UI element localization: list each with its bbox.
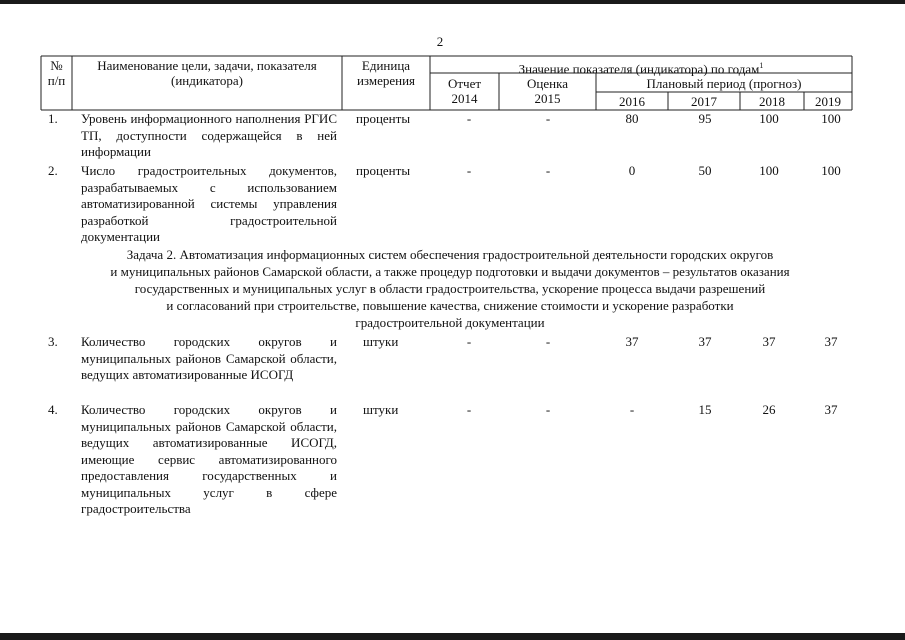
header-name: Наименование цели, задачи, показателя (индикатора) [97,58,317,88]
row-2-val-2017: 50 [698,163,712,178]
page-number: 2 [436,34,444,49]
row-4-val-2018: 26 [762,402,776,417]
row-4-unit: штуки [363,402,399,417]
task-2-line-3: государственных и муниципальных услуг в области градостроительства, ускорение процесса выдачи разрешений [134,281,766,296]
row-1-val-2019: 100 [821,111,841,126]
header-unit: Единица измерения [356,58,416,88]
row-3-num: 3. [48,334,58,349]
row-4-val-2016: - [629,402,635,417]
row-3-val-2017: 37 [698,334,712,349]
row-3-val-2018: 37 [762,334,776,349]
row-1-val-2018: 100 [759,111,779,126]
row-1-val-2015: - [545,111,551,126]
row-4-val-2019: 37 [824,402,838,417]
row-2-val-2014: - [466,163,472,178]
row-1-val-2017: 95 [698,111,712,126]
row-4-val-2017: 15 [698,402,712,417]
row-3-unit: штуки [363,334,399,349]
row-3-name: Количество городских округов и муниципальных районов Самарской области, ведущих автоматизированные ИСОГД [81,334,337,382]
row-4-val-2014: - [466,402,472,417]
header-report: Отчет 2014 [447,76,482,106]
row-2-unit: проценты [356,163,411,178]
header-num: № п/п [47,58,66,88]
row-4-name: Количество городских округов и муниципальных районов Самарской области, ведущих автоматизированные ИСОГД, имеющие сервис автоматизированного предоставления государственных и муниципальных услуг в сфере градостроительства [81,402,337,516]
task-2-line-1: Задача 2. Автоматизация информационных систем обеспечения градостроительной деятельности городских округов [126,247,774,262]
row-3-val-2014: - [466,334,472,349]
row-2-val-2016: 0 [628,163,636,178]
header-estimate: Оценка 2015 [527,76,568,106]
row-3-val-2015: - [545,334,551,349]
header-year-2017: 2017 [691,94,717,109]
task-2-line-2: и муниципальных районов Самарской области, а также процедур подготовки и выдачи документов – результатов оказания [110,264,790,279]
row-2-val-2018: 100 [759,163,779,178]
task-2-line-4: и согласований при строительстве, повышение качества, снижение стоимости и ускорение разработки [166,298,734,313]
row-4-val-2015: - [545,402,551,417]
task-2-line-5: градостроительной документации [355,315,545,330]
header-values-text: Значение показателя (индикатора) по годам [518,61,760,77]
row-2-num: 2. [48,163,58,178]
row-1-val-2014: - [466,111,472,126]
row-3-val-2019: 37 [824,334,838,349]
row-4-num: 4. [48,402,58,417]
row-1-name: Уровень информационного наполнения РГИС ТП, доступности содержащейся в ней информации [81,111,337,159]
row-2-val-2015: - [545,163,551,178]
header-year-2018: 2018 [759,94,785,109]
header-values [430,58,852,76]
header-values-footnote: 1 [759,61,764,70]
header-plan: Плановый период (прогноз) [646,76,802,91]
row-1-num: 1. [48,111,58,126]
scan-border-bottom [0,633,905,640]
row-3-val-2016: 37 [625,334,639,349]
header-year-2019: 2019 [815,94,841,109]
header-year-2016: 2016 [619,94,645,109]
row-1-val-2016: 80 [625,111,639,126]
row-2-name: Число градостроительных документов, разрабатываемых с использованием автоматизированной системы управления разработкой градостроительной документации [81,163,337,244]
row-2-val-2019: 100 [821,163,841,178]
row-1-unit: проценты [356,111,411,126]
